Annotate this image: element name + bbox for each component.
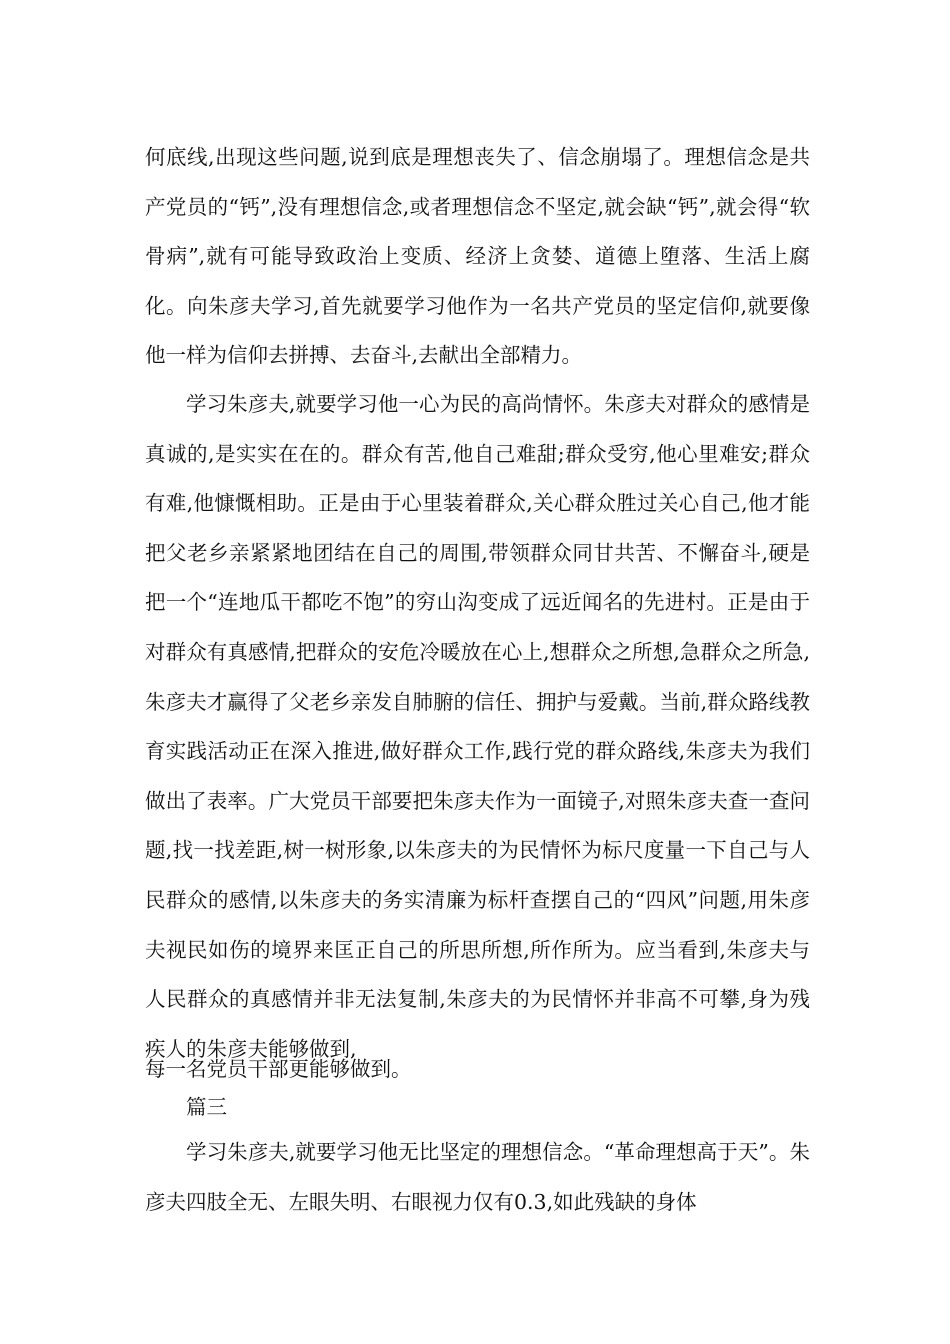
paragraph-2: 学习朱彦夫,就要学习他一心为民的高尚情怀。朱彦夫对群众的感情是真诚的,是实实在在的。群众有苦,他自己难甜;群众受穷,他心里难安;群众有难,他慷慨相助。正是由于心里装着群众,关心群众胜过关心自己,他才能把父老乡亲紧紧地团结在自己的周围,带领群众同甘共苦、不懈奋斗,硬是把一个“连地瓜干都吃不饱”的穷山沟变成了远近闻名的先进村。正是由于对群众有真感情,把群众的安危冷暖放在心上,想群众之所想,急群众之所急,朱彦夫才赢得了父老乡亲发自肺腑的信任、拥护与爱戴。当前,群众路线教育实践活动正在深入推进,做好群众工作,践行党的群众路线,朱彦夫为我们做出了表率。广大党员干部要把朱彦夫作为一面镜子,对照朱彦夫查一查问题,找一找差距,树一树形象,以朱彦夫的为民情怀为标尺度量一下自己与人民群众的感情,以朱彦夫的务实清廉为标杆查摆自己的“四风”问题,用朱彦夫视民如伤的境界来匡正自己的所思所想,所作所为。应当看到,朱彦夫与人民群众的真感情并非无法复制,朱彦夫的为民情怀并非高不可攀,身为残疾人的朱彦夫能够做到, [145,392,810,1061]
paragraph-3: 学习朱彦夫,就要学习他无比坚定的理想信念。“革命理想高于天”。朱彦夫四肢全无、左眼失明、右眼视力仅有0.3,如此残缺的身体 [145,1140,810,1214]
paragraph-continued: 何底线,出现这些问题,说到底是理想丧失了、信念崩塌了。理想信念是共产党员的“钙”,没有理想信念,或者理想信念不坚定,就会缺“钙”,就会得“软骨病”,就有可能导致政治上变质、经济上贪婪、道德上堕落、生活上腐化。向朱彦夫学习,首先就要学习他作为一名共产党员的坚定信仰,就要像他一样为信仰去拼搏、去奋斗,去献出全部精力。 [145,145,810,368]
body-text-block-2-end [145,1055,810,1084]
body-text-block-3 [145,1128,810,1227]
section-heading-block [145,1093,810,1122]
body-text-block-2 [145,380,810,1074]
section-heading: 篇三 [186,1095,227,1119]
body-text-block-1 [145,133,810,381]
paragraph-2-last-line: 每一名党员干部更能够做到。 [145,1057,412,1081]
